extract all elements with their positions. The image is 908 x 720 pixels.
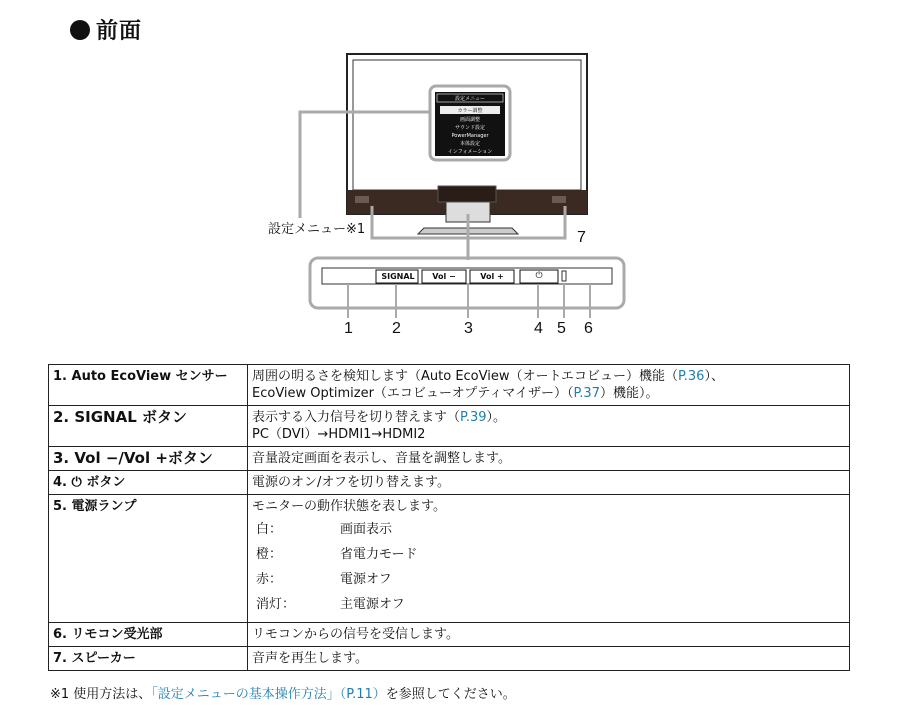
control-panel-strip [322,268,612,284]
part-description [248,406,850,447]
description-line: 表示する入力信号を切り替えます（P.39）。 [252,410,507,425]
speaker-right [552,196,566,203]
lamp-state-key: 橙： [256,547,283,562]
osd-item: カラー調整 [457,108,483,114]
description-line: PC（DVI）→HDMI1→HDMI2 [252,427,426,442]
callout-number: 6 [584,320,593,337]
callout-number: 4 [534,320,543,337]
vol-plus-button: Vol + [480,272,504,281]
callout-number: 7 [577,229,586,246]
osd-item: サウンド設定 [454,125,486,131]
part-description [248,647,850,671]
table-row [49,471,850,495]
table-row [49,495,850,623]
table-row [49,623,850,647]
osd-title: 設定メニュー [454,96,486,102]
lamp-state-row [252,590,845,619]
osd-item: インフォメーション [447,149,493,155]
signal-button: SIGNAL [381,272,415,281]
lamp-state-value: 省電力モード [340,547,418,562]
table-row [49,406,850,447]
footnote-suffix: を参照してください。 [385,687,516,702]
part-description [248,447,850,471]
osd-item: 本体設定 [459,141,481,147]
part-name: 2. SIGNAL ボタン [49,406,248,447]
osd-item: 画面調整 [459,117,481,123]
page-link[interactable]: P.36 [677,369,705,384]
description-line: 音声を再生します。 [252,651,368,666]
osd-callout-label: 設定メニュー※1 [268,222,366,237]
part-description [248,471,850,495]
description-line: EcoView Optimizer（エコビューオプティマイザー）（P.37）機能）。 [252,386,659,401]
osd-item: PowerManager [451,133,489,139]
page-link[interactable]: P.37 [573,386,600,401]
page-link[interactable]: P.39 [460,410,487,425]
power-button-icon: ⏻ [535,271,543,281]
part-name: 3. Vol −/Vol +ボタン [49,447,248,471]
lamp-state-value: 画面表示 [340,522,393,537]
vol-minus-button: Vol − [432,272,456,281]
part-name: 6. リモコン受光部 [49,623,248,647]
description-line: モニターの動作状態を表します。 [252,499,446,514]
callout-number: 3 [464,320,473,337]
lamp-state-row [252,565,845,590]
part-name: 5. 電源ランプ [49,495,248,623]
parts-table [48,364,850,671]
lamp-state-key: 消灯： [256,597,296,612]
part-description [248,495,850,623]
description-line: 周囲の明るさを検知します（Auto EcoView（オートエコビュー）機能（P.36）、 [252,369,724,384]
footnote-link[interactable]: 「設定メニューの基本操作方法」（P.11） [151,687,386,702]
callout-number: 5 [557,320,566,337]
footnote-prefix: ※1 使用方法は、 [50,687,152,702]
description-line: 電源のオン/オフを切り替えます。 [252,475,450,490]
part-description [248,623,850,647]
part-description [248,365,850,406]
part-name: 7. スピーカー [49,647,248,671]
section-heading-text: 前面 [96,19,143,44]
table-row [49,647,850,671]
part-name: 4. ⏻ ボタン [49,471,248,495]
table-row [49,365,850,406]
lamp-state-row [252,515,845,540]
description-line: 音量設定画面を表示し、音量を調整します。 [252,451,511,466]
lamp-state-row [252,540,845,565]
lamp-state-key: 赤： [256,572,283,587]
lamp-state-value: 電源オフ [340,572,392,587]
callout-number: 2 [392,320,401,337]
table-row [49,447,850,471]
description-line: リモコンからの信号を受信します。 [252,627,459,642]
speaker-left [355,196,369,203]
footnote [50,683,516,702]
lamp-state-value: 主電源オフ [340,597,405,612]
callout-number: 1 [344,320,353,337]
part-name: 1. Auto EcoView センサー [49,365,248,406]
lamp-state-key: 白： [256,522,283,537]
